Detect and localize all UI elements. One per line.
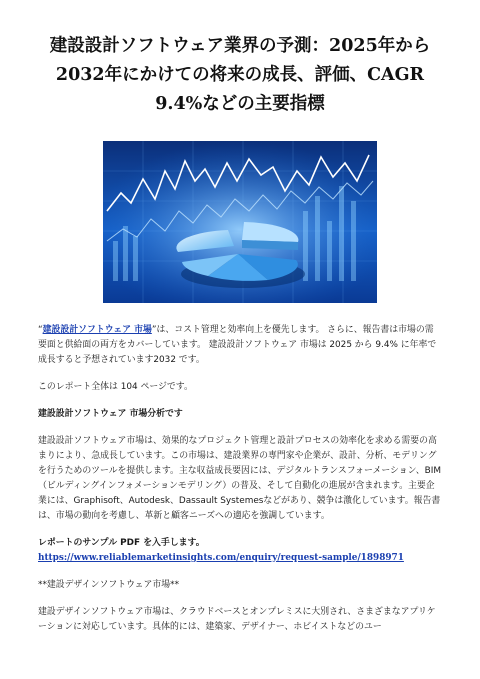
analysis-heading: 建設設計ソフトウェア 市場分析です [38, 409, 183, 419]
market-chart-image [103, 141, 377, 303]
page-title: 建設設計ソフトウェア業界の予測：2025年から2032年にかけての将来の成長、評価、CAGR 9.4%などの主要指標 [49, 36, 431, 114]
segment-heading: **建設デザインソフトウェア市場** [38, 580, 180, 590]
intro-text: ”は、コスト管理と効率向上を優先します。 さらに、報告書は市場の需要面と供給面の両方をカバーしています。 建設設計ソフトウェア 市場は 2025 から 9.4% に年率で成長すると予想されています2032 です。 [38, 325, 437, 365]
intro-paragraph [38, 323, 442, 368]
analysis-body: 建設設計ソフトウェア市場は、効果的なプロジェクト管理と設計プロセスの効率化を求める需要の高まりにより、急成長しています。この市場は、建設業界の専門家や企業が、設計、分析、モデリングを行うためのツールを提供します。主な収益成長要因には、デジタルトランスフォーメーション、BIM（ビルディングインフォメーションモデリング）の普及、そして自動化の進展が含まれます。主要企業には、Graphisoft、Autodesk、Dassault Systemesなどがあり、競争は激化しています。報告書は、市場の動向を考慮し、革新と顧客ニーズへの適応を強調しています。 [38, 436, 442, 521]
market-link[interactable]: 建設設計ソフトウェア 市場 [42, 325, 152, 335]
sample-label: レポートのサンプル PDF を入手します。 [38, 538, 205, 548]
sample-url-link[interactable]: https://www.reliablemarketinsights.com/enquiry/request-sample/1898971 [38, 553, 404, 563]
segment-body: 建設デザインソフトウェア市場は、クラウドベースとオンプレミスに大別され、さまざまなアプリケーションに対応しています。具体的には、建築家、デザイナー、ホビイストなどのユー [38, 607, 436, 632]
pages-note: このレポート全体は 104 ページです。 [38, 382, 193, 392]
sample-section [38, 536, 442, 566]
open-quote: “ [38, 325, 43, 335]
